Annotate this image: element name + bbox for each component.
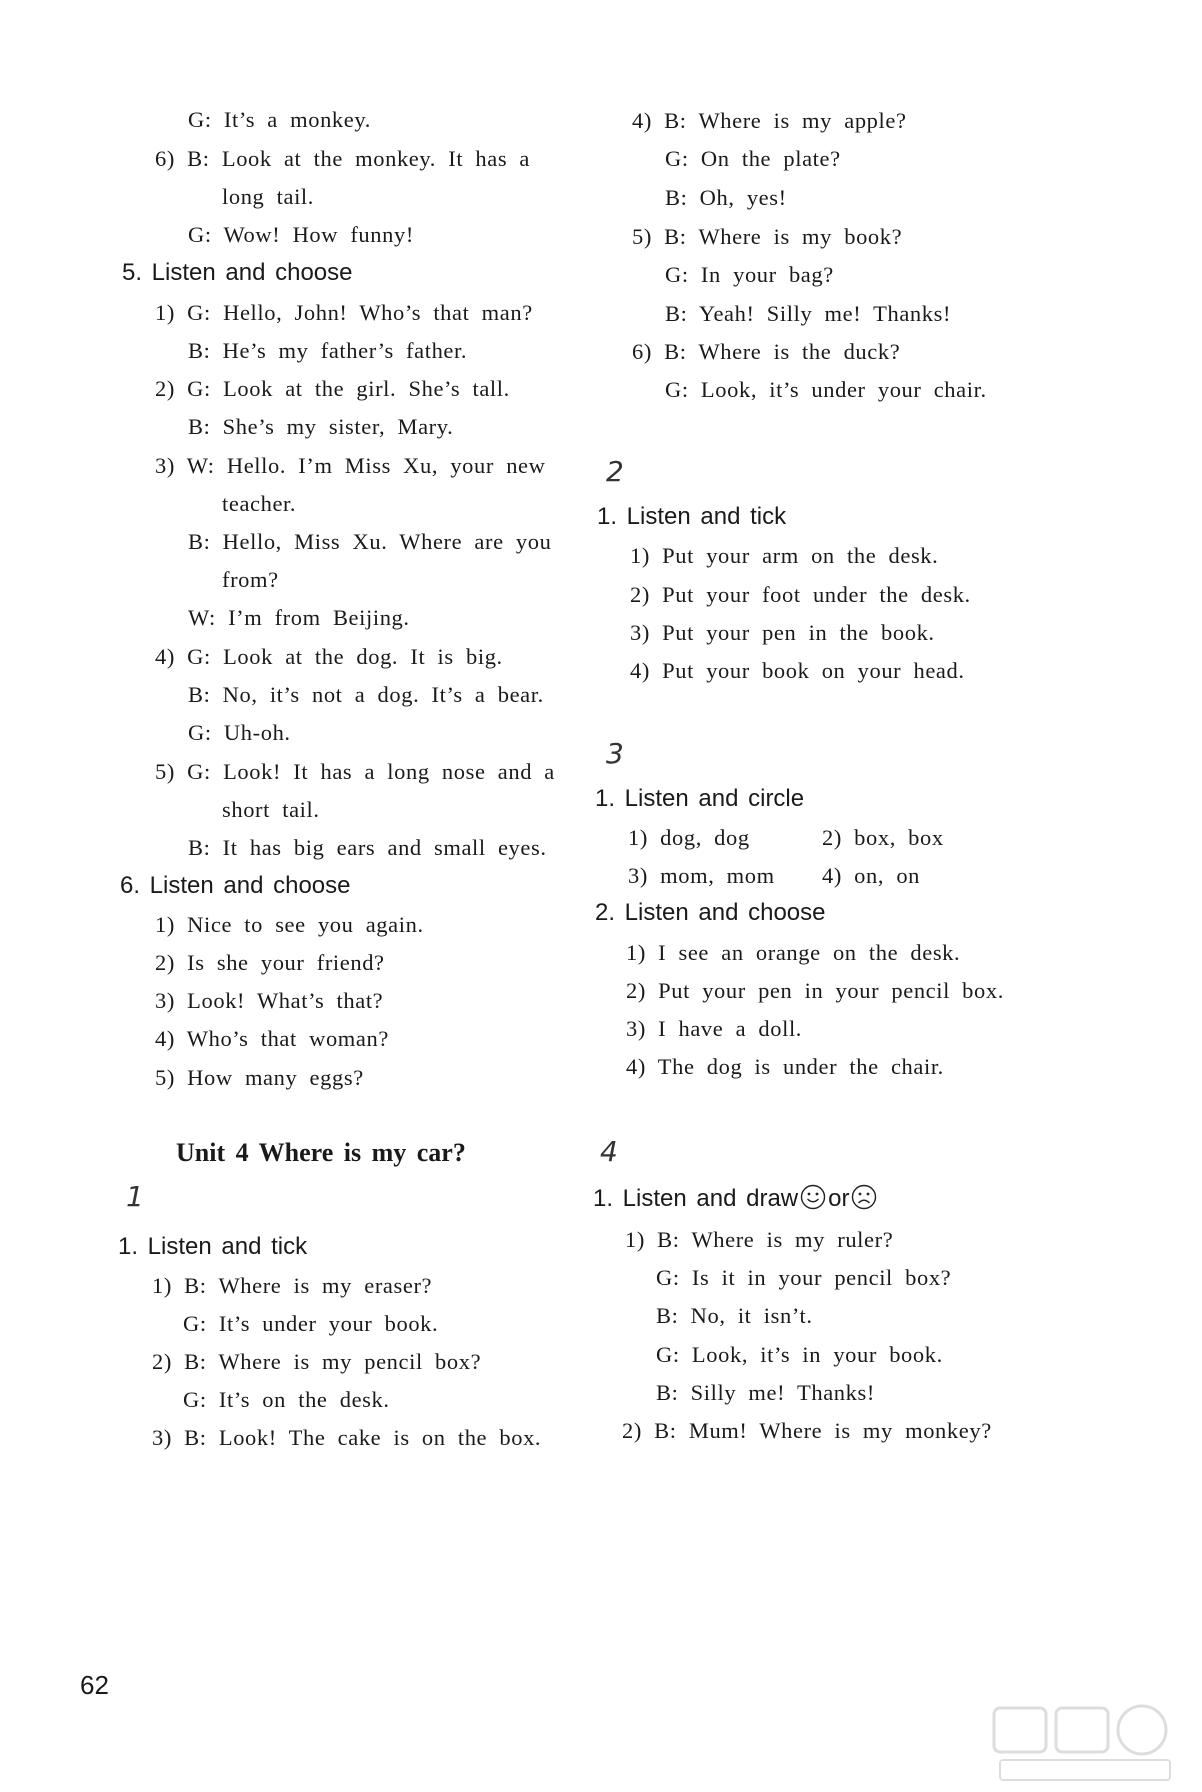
text-line: B: Hello, Miss Xu. Where are you [188,529,552,554]
exercise-heading: 5. Listen and choose [122,259,353,286]
text-line: 1) G: Hello, John! Who’s that man? [155,300,533,325]
text-line: 3) W: Hello. I’m Miss Xu, your new [155,453,546,478]
text-line: 3) mom, mom [628,863,775,888]
text-line: G: Uh-oh. [188,720,291,745]
section-number: 2 [606,455,624,488]
text-line: 2) G: Look at the girl. She’s tall. [155,376,510,401]
text-line: G: It’s under your book. [183,1311,439,1336]
exercise-heading: 1. Listen and tick [597,503,787,530]
text-line: 4) G: Look at the dog. It is big. [155,644,503,669]
text-line: 1) I see an orange on the desk. [626,940,961,965]
text-line: 6) B: Where is the duck? [632,339,901,364]
exercise-heading: 1. Listen and circle [595,785,805,812]
text-line: 3) Put your pen in the book. [630,620,935,645]
text-line: 4) on, on [822,863,921,888]
draw-heading-prefix: 1. Listen and draw [593,1185,799,1212]
text-line: 4) Who’s that woman? [155,1026,389,1051]
text-line: 3) I have a doll. [626,1016,803,1041]
text-line: G: Wow! How funny! [188,222,414,247]
text-line: G: Is it in your pencil box? [656,1265,952,1290]
text-line: 4) Put your book on your head. [630,658,965,683]
text-line: 1) B: Where is my eraser? [152,1273,433,1298]
text-line: G: It’s a monkey. [188,107,371,132]
listen-and-draw-heading [593,1184,879,1214]
text-line: B: No, it’s not a dog. It’s a bear. [188,682,544,707]
text-line: G: Look, it’s in your book. [656,1342,943,1367]
text-line: B: He’s my father’s father. [188,338,468,363]
text-line: B: Oh, yes! [665,185,787,210]
text-line: 5) How many eggs? [155,1065,364,1090]
unit-title: Unit 4 Where is my car? [176,1138,466,1167]
sad-face-icon [851,1184,877,1210]
text-line: 2) Put your pen in your pencil box. [626,978,1004,1003]
text-line: from? [222,567,279,592]
text-line: B: No, it isn’t. [656,1303,813,1328]
exercise-heading: 1. Listen and tick [118,1233,308,1260]
text-line: 5) G: Look! It has a long nose and a [155,759,555,784]
section-number: 4 [600,1135,618,1168]
watermark-logo [990,1702,1180,1786]
text-line: 2) B: Mum! Where is my monkey? [622,1418,992,1443]
section-number: 1 [126,1180,144,1213]
text-line: 3) Look! What’s that? [155,988,384,1013]
happy-face-icon [800,1184,826,1210]
text-line: G: It’s on the desk. [183,1387,390,1412]
text-line: 1) Put your arm on the desk. [630,543,939,568]
text-line: short tail. [222,797,320,822]
text-line: teacher. [222,491,297,516]
text-line: 3) B: Look! The cake is on the box. [152,1425,542,1450]
text-line: G: In your bag? [665,262,834,287]
text-line: W: I’m from Beijing. [188,605,410,630]
text-line: 5) B: Where is my book? [632,224,903,249]
text-line: long tail. [222,184,314,209]
text-line: 4) B: Where is my apple? [632,108,907,133]
exercise-heading: 6. Listen and choose [120,872,351,899]
text-line: 2) B: Where is my pencil box? [152,1349,482,1374]
draw-heading-or: or [828,1185,850,1212]
text-line: 2) Put your foot under the desk. [630,582,971,607]
text-line: 1) dog, dog [628,825,750,850]
text-line: G: Look, it’s under your chair. [665,377,987,402]
text-line: 6) B: Look at the monkey. It has a [155,146,530,171]
text-line: 2) Is she your friend? [155,950,385,975]
text-line: 1) Nice to see you again. [155,912,424,937]
exercise-heading: 2. Listen and choose [595,899,826,926]
text-line: B: Yeah! Silly me! Thanks! [665,301,952,326]
text-line: 2) box, box [822,825,944,850]
text-line: 4) The dog is under the chair. [626,1054,944,1079]
text-line: B: She’s my sister, Mary. [188,414,454,439]
text-line: 1) B: Where is my ruler? [625,1227,894,1252]
text-line: B: It has big ears and small eyes. [188,835,547,860]
page-number: 62 [80,1670,109,1700]
section-number: 3 [606,737,624,770]
text-line: B: Silly me! Thanks! [656,1380,875,1405]
text-line: G: On the plate? [665,146,841,171]
